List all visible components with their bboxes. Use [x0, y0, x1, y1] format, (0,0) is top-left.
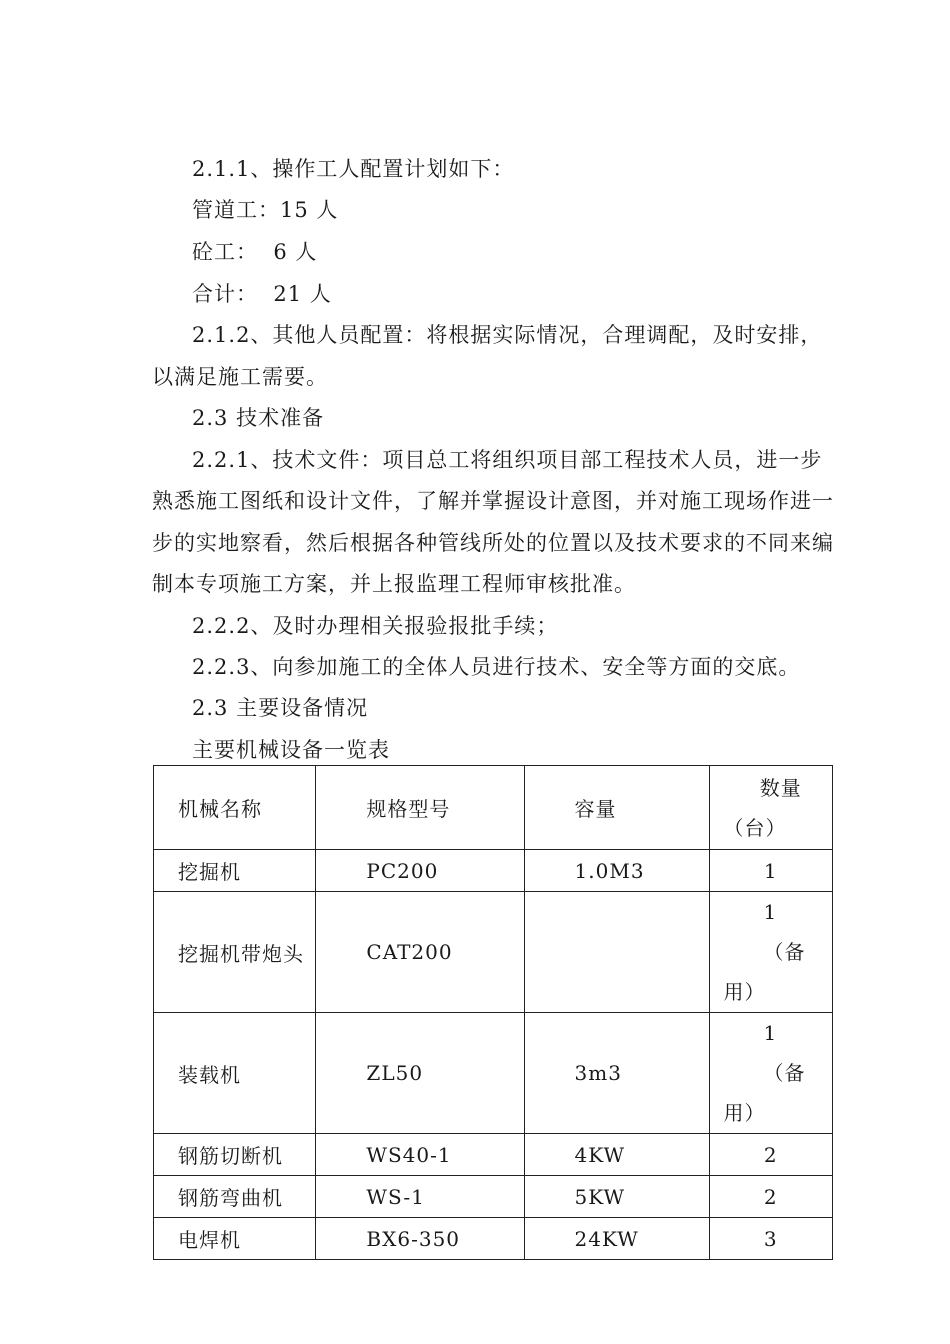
section-2-2-1: 2.2.1、技术文件：项目总工将组织项目部工程技术人员，进一步 [192, 448, 823, 472]
heading-tech-prep: 2.3 技术准备 [192, 406, 325, 430]
table-row [154, 892, 833, 1013]
table-row [154, 1176, 833, 1218]
header-model: 规格型号 [316, 766, 524, 850]
cell-model: WS-1 [316, 1176, 524, 1218]
cell-name: 装载机 [154, 1013, 316, 1134]
section-2-1-2: 2.1.2、其他人员配置：将根据实际情况，合理调配，及时安排， [192, 323, 823, 347]
cell-model: BX6-350 [316, 1218, 524, 1260]
header-quantity-unit: （台） [723, 815, 787, 840]
header-quantity-label: 数量 [759, 775, 802, 800]
staff-pipe-workers: 管道工：15 人 [192, 198, 339, 222]
table-header-row [154, 766, 833, 850]
cell-quantity-line1: 1（备 [763, 900, 806, 964]
section-2-1-1: 2.1.1、操作工人配置计划如下： [192, 157, 515, 181]
table-row [154, 1013, 833, 1134]
cell-quantity: 2 [709, 1176, 832, 1218]
section-2-2-3: 2.2.3、向参加施工的全体人员进行技术、安全等方面的交底。 [192, 655, 801, 679]
cell-name: 钢筋弯曲机 [154, 1176, 316, 1218]
cell-name: 钢筋切断机 [154, 1134, 316, 1176]
cell-capacity: 3m3 [524, 1013, 709, 1134]
cell-model: WS40-1 [316, 1134, 524, 1176]
cell-capacity [524, 892, 709, 1013]
section-2-2-1-cont1: 熟悉施工图纸和设计文件，了解并掌握设计意图，并对施工现场作进一 [152, 489, 834, 513]
cell-quantity-line2: 用） [723, 980, 766, 1004]
cell-name: 电焊机 [154, 1218, 316, 1260]
header-capacity: 容量 [524, 766, 709, 850]
cell-model: ZL50 [316, 1013, 524, 1134]
cell-quantity [709, 1013, 832, 1134]
cell-capacity: 1.0M3 [524, 850, 709, 892]
section-2-2-1-cont2: 步的实地察看，然后根据各种管线所处的位置以及技术要求的不同来编 [152, 531, 834, 555]
cell-quantity: 3 [709, 1218, 832, 1260]
table-row [154, 1134, 833, 1176]
table-row [154, 850, 833, 892]
header-name: 机械名称 [154, 766, 316, 850]
header-quantity [709, 766, 832, 850]
table-row [154, 1218, 833, 1260]
cell-name: 挖掘机带炮头 [154, 892, 316, 1013]
staff-concrete-workers: 砼工： 6 人 [192, 240, 318, 264]
cell-name: 挖掘机 [154, 850, 316, 892]
equipment-table [153, 765, 833, 1260]
cell-quantity-line2: 用） [723, 1101, 766, 1125]
cell-quantity-line1: 1（备 [763, 1021, 806, 1085]
cell-quantity: 2 [709, 1134, 832, 1176]
cell-capacity: 24KW [524, 1218, 709, 1260]
section-2-2-1-cont3: 制本专项施工方案，并上报监理工程师审核批准。 [152, 572, 636, 596]
section-2-1-2-cont: 以满足施工需要。 [152, 365, 328, 389]
staff-total: 合计： 21 人 [192, 282, 332, 306]
section-2-2-2: 2.2.2、及时办理相关报验报批手续； [192, 614, 559, 638]
cell-quantity: 1 [709, 850, 832, 892]
cell-model: CAT200 [316, 892, 524, 1013]
cell-capacity: 5KW [524, 1176, 709, 1218]
cell-capacity: 4KW [524, 1134, 709, 1176]
table-caption: 主要机械设备一览表 [192, 738, 390, 762]
cell-quantity [709, 892, 832, 1013]
cell-model: PC200 [316, 850, 524, 892]
heading-equipment: 2.3 主要设备情况 [192, 696, 369, 720]
